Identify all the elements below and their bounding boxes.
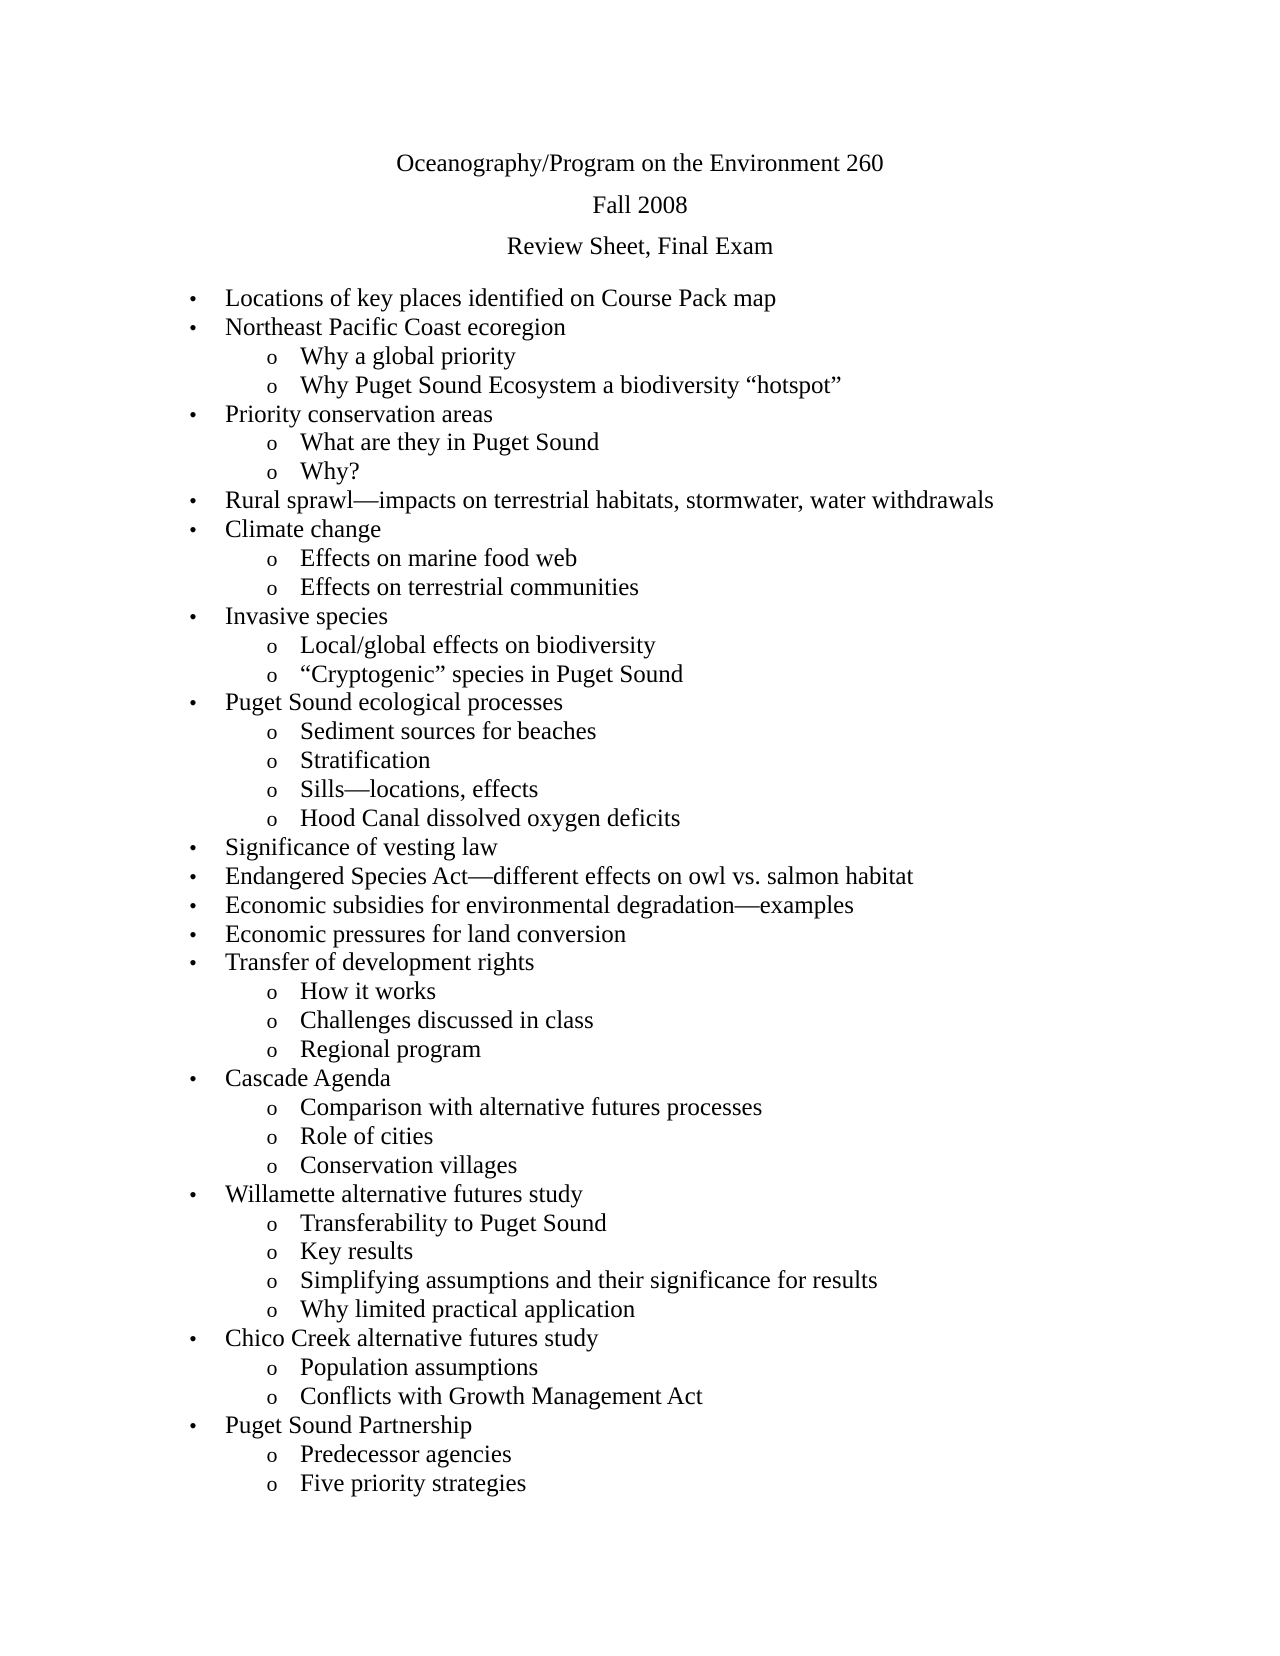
subtopic-item <box>0 1383 1280 1412</box>
subtopic-text: Why Puget Sound Ecosystem a biodiversity “hotspot” <box>300 371 842 399</box>
subtopic-item <box>0 1094 1280 1123</box>
subtopic-item <box>0 1238 1280 1267</box>
sub-bullet-marker: o <box>266 748 278 774</box>
topic-text: Willamette alternative futures study <box>225 1180 583 1208</box>
subtopic-item <box>0 747 1280 776</box>
subtopic-item <box>0 1210 1280 1239</box>
topic-item <box>0 834 1280 863</box>
topic-item <box>0 949 1280 978</box>
topic-text: Puget Sound ecological processes <box>225 689 564 717</box>
sub-bullet-marker: o <box>266 1210 278 1236</box>
subtopic-text: Key results <box>300 1238 414 1266</box>
topic-text: Northeast Pacific Coast ecoregion <box>225 313 566 341</box>
subtopic-item <box>0 458 1280 487</box>
sub-bullet-marker: o <box>266 1123 278 1149</box>
review-topic-list <box>0 285 1280 1498</box>
subtopic-text: How it works <box>300 978 437 1006</box>
sub-bullet-marker: o <box>266 1383 278 1409</box>
subtopic-item <box>0 1152 1280 1181</box>
subtopic-item <box>0 1470 1280 1499</box>
topic-text: Locations of key places identified on Course Pack map <box>225 285 777 312</box>
sub-bullet-marker: o <box>266 430 278 456</box>
subtopic-item <box>0 805 1280 834</box>
subtopic-item <box>0 372 1280 401</box>
subtopic-text: Why limited practical application <box>300 1296 636 1324</box>
subtopic-text: Hood Canal dissolved oxygen deficits <box>300 805 681 833</box>
sub-bullet-marker: o <box>266 1470 278 1496</box>
bullet-marker: • <box>189 603 197 629</box>
topic-text: Significance of vesting law <box>225 833 498 861</box>
subtopic-text: Predecessor agencies <box>300 1440 512 1468</box>
sub-bullet-marker: o <box>266 459 278 485</box>
subtopic-text: “Cryptogenic” species in Puget Sound <box>300 660 684 688</box>
bullet-marker: • <box>189 921 197 947</box>
sub-bullet-marker: o <box>266 1037 278 1063</box>
subtopic-text: Five priority strategies <box>300 1469 527 1497</box>
subtopic-item <box>0 1123 1280 1152</box>
subtopic-item <box>0 574 1280 603</box>
sub-bullet-marker: o <box>266 1441 278 1467</box>
subtopic-text: Why a global priority <box>300 342 516 370</box>
sub-bullet-marker: o <box>266 1354 278 1380</box>
subtopic-item <box>0 1267 1280 1296</box>
sub-bullet-marker: o <box>266 979 278 1005</box>
subtopic-text: Stratification <box>300 747 431 775</box>
sub-bullet-marker: o <box>266 777 278 803</box>
course-title: Oceanography/Program on the Environment 260 <box>396 150 884 177</box>
sub-bullet-marker: o <box>266 632 278 658</box>
subtopic-text: Why? <box>300 458 360 486</box>
topic-item <box>0 314 1280 343</box>
subtopic-item <box>0 343 1280 372</box>
subtopic-text: Simplifying assumptions and their significance for results <box>300 1267 878 1295</box>
sub-bullet-marker: o <box>266 661 278 687</box>
sub-bullet-marker: o <box>266 806 278 832</box>
topic-text: Puget Sound Partnership <box>225 1411 473 1439</box>
subtopic-text: Sediment sources for beaches <box>300 718 597 746</box>
topic-text: Economic pressures for land conversion <box>225 920 627 948</box>
topic-text: Economic subsidies for environmental degradation—examples <box>225 891 854 919</box>
topic-item <box>0 1412 1280 1441</box>
topic-text: Climate change <box>225 516 382 544</box>
subtopic-text: Challenges discussed in class <box>300 1007 594 1035</box>
bullet-marker: • <box>189 834 197 860</box>
bullet-marker: • <box>189 488 197 514</box>
topic-item <box>0 921 1280 950</box>
subtopic-item <box>0 1296 1280 1325</box>
sub-bullet-marker: o <box>266 1239 278 1265</box>
bullet-marker: • <box>189 314 197 340</box>
subtopic-text: Sills—locations, effects <box>300 776 539 804</box>
subtopic-item <box>0 1036 1280 1065</box>
sub-bullet-marker: o <box>266 546 278 572</box>
sheet-title: Review Sheet, Final Exam <box>506 233 774 260</box>
subtopic-item <box>0 1007 1280 1036</box>
bullet-marker: • <box>189 892 197 918</box>
topic-item <box>0 1065 1280 1094</box>
subtopic-item <box>0 1354 1280 1383</box>
sub-bullet-marker: o <box>266 1268 278 1294</box>
bullet-marker: • <box>189 1326 197 1352</box>
topic-text: Invasive species <box>225 602 389 630</box>
topic-item <box>0 487 1280 516</box>
subtopic-text: Role of cities <box>300 1122 434 1150</box>
sub-bullet-marker: o <box>266 719 278 745</box>
subtopic-text: Population assumptions <box>300 1353 539 1381</box>
subtopic-item <box>0 632 1280 661</box>
bullet-marker: • <box>189 1181 197 1207</box>
subtopic-text: Local/global effects on biodiversity <box>300 631 656 659</box>
subtopic-item <box>0 545 1280 574</box>
bullet-marker: • <box>189 690 197 716</box>
subtopic-text: Comparison with alternative futures processes <box>300 1093 763 1121</box>
topic-text: Cascade Agenda <box>225 1065 391 1093</box>
topic-item <box>0 1325 1280 1354</box>
sub-bullet-marker: o <box>266 372 278 398</box>
topic-text: Rural sprawl—impacts on terrestrial habitats, stormwater, water withdrawals <box>225 487 994 515</box>
bullet-marker: • <box>189 517 197 543</box>
subtopic-text: Conservation villages <box>300 1151 518 1179</box>
topic-text: Chico Creek alternative futures study <box>225 1325 599 1353</box>
bullet-marker: • <box>189 950 197 976</box>
bullet-marker: • <box>189 286 197 311</box>
sub-bullet-marker: o <box>266 574 278 600</box>
subtopic-text: Effects on terrestrial communities <box>300 573 640 601</box>
topic-item <box>0 892 1280 921</box>
topic-text: Transfer of development rights <box>225 949 535 977</box>
subtopic-text: Effects on marine food web <box>300 545 578 573</box>
subtopic-item <box>0 661 1280 690</box>
topic-item <box>0 401 1280 430</box>
subtopic-item <box>0 1441 1280 1470</box>
sub-bullet-marker: o <box>266 1297 278 1323</box>
topic-text: Priority conservation areas <box>225 400 493 428</box>
sub-bullet-marker: o <box>266 1094 278 1120</box>
sub-bullet-marker: o <box>266 1152 278 1178</box>
subtopic-text: Transferability to Puget Sound <box>300 1209 607 1237</box>
topic-item <box>0 603 1280 632</box>
topic-item <box>0 1181 1280 1210</box>
bullet-marker: • <box>189 401 197 427</box>
bullet-marker: • <box>189 1412 197 1438</box>
subtopic-item <box>0 978 1280 1007</box>
sub-bullet-marker: o <box>266 1008 278 1034</box>
bullet-marker: • <box>189 863 197 889</box>
bullet-marker: • <box>189 1066 197 1092</box>
subtopic-item <box>0 429 1280 458</box>
topic-item <box>0 516 1280 545</box>
topic-item <box>0 689 1280 718</box>
topic-item <box>0 863 1280 892</box>
subtopic-item <box>0 718 1280 747</box>
sub-bullet-marker: o <box>266 343 278 369</box>
subtopic-text: Regional program <box>300 1036 482 1064</box>
subtopic-item <box>0 776 1280 805</box>
topic-item <box>0 285 1280 314</box>
document-header <box>0 143 1280 268</box>
term-label: Fall 2008 <box>592 191 688 219</box>
topic-text: Endangered Species Act—different effects on owl vs. salmon habitat <box>225 862 914 890</box>
subtopic-text: What are they in Puget Sound <box>300 429 600 457</box>
subtopic-text: Conflicts with Growth Management Act <box>300 1382 703 1410</box>
